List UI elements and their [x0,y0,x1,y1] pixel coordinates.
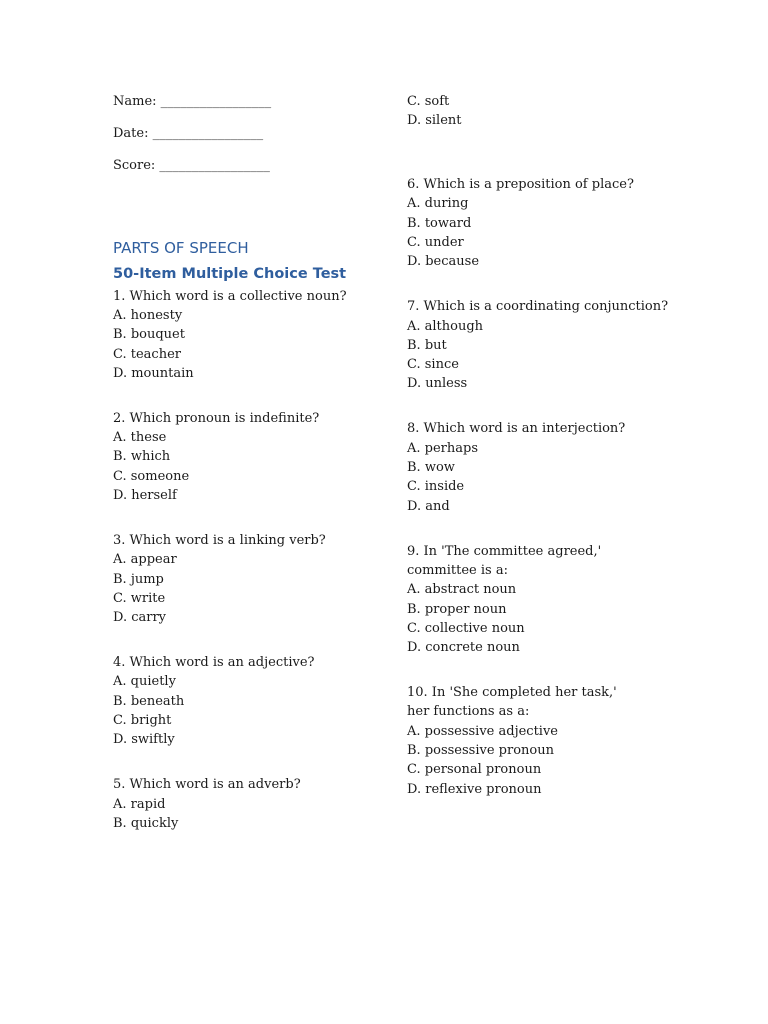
question-stem: 4. Which word is an adjective? [113,655,315,671]
option-a: A. although [407,318,484,334]
question-stem: 6. Which is a preposition of place? [407,177,634,193]
option-d: D. carry [113,610,167,626]
question-stem: 5. Which word is an adverb? [113,777,301,793]
option-c: C. write [113,590,166,606]
option-d: D. swiftly [113,732,175,748]
option-d: D. reflexive pronoun [407,781,542,797]
option-c: C. bright [113,713,172,729]
option-b: B. quickly [113,815,179,831]
option-c: C. someone [113,468,190,484]
option-c: C. teacher [113,346,181,362]
page-subtitle: 50-Item Multiple Choice Test [113,265,347,282]
option-b: B. wow [407,460,455,476]
name-field-label: Name: _________________ [113,94,272,109]
right-column [407,92,677,825]
question-stem: 3. Which word is a linking verb? [113,533,326,549]
option-b: B. possessive pronoun [407,742,554,758]
question-stem: 8. Which word is an interjection? [407,421,626,437]
question-4 [113,653,383,749]
option-b: B. toward [407,215,472,231]
question-8 [407,419,677,515]
question-5-continued [407,92,677,131]
option-a: A. rapid [113,796,166,812]
option-a: A. abstract noun [407,582,517,598]
date-field-label: Date: _________________ [113,126,264,142]
option-a: A. perhaps [407,440,478,456]
option-c: C. soft [407,94,450,109]
option-c: C. since [407,357,459,373]
question-1 [113,287,383,383]
option-a: A. appear [113,552,177,568]
option-d: D. silent [407,113,462,129]
option-d: D. herself [113,488,177,504]
option-a: A. honesty [113,307,183,323]
option-d: D. concrete noun [407,640,520,656]
option-a: A. quietly [113,674,176,690]
question-7 [407,297,677,393]
option-c: C. personal pronoun [407,762,542,778]
score-field-label: Score: _________________ [113,158,270,174]
option-d: D. because [407,254,480,270]
option-b: B. but [407,337,447,353]
option-b: B. which [113,449,171,465]
option-b: B. bouquet [113,327,185,343]
option-c: C. under [407,234,464,250]
question-3 [113,531,383,627]
option-b: B. beneath [113,693,185,709]
option-a: A. during [407,196,469,212]
question-stem: 9. In 'The committee agreed,' committee is a: [407,543,602,578]
option-c: C. collective noun [407,620,525,636]
left-column [113,92,383,859]
option-b: B. jump [113,571,164,587]
option-d: D. unless [407,376,468,392]
question-9 [407,542,652,658]
option-b: B. proper noun [407,601,507,617]
option-c: C. inside [407,479,465,495]
question-stem: 1. Which word is a collective noun? [113,288,347,304]
question-6 [407,175,677,271]
question-stem: 7. Which is a coordinating conjunction? [407,299,669,315]
option-a: A. these [113,430,167,446]
option-d: D. and [407,498,450,514]
page-title: PARTS OF SPEECH [113,238,249,257]
student-info-block [113,92,383,176]
option-a: A. possessive adjective [407,723,559,739]
option-d: D. mountain [113,365,194,381]
question-2 [113,409,383,505]
question-10 [407,683,622,799]
question-stem: 10. In 'She completed her task,' her functions as a: [407,685,617,720]
question-stem: 2. Which pronoun is indefinite? [113,410,320,426]
question-5 [113,775,383,833]
